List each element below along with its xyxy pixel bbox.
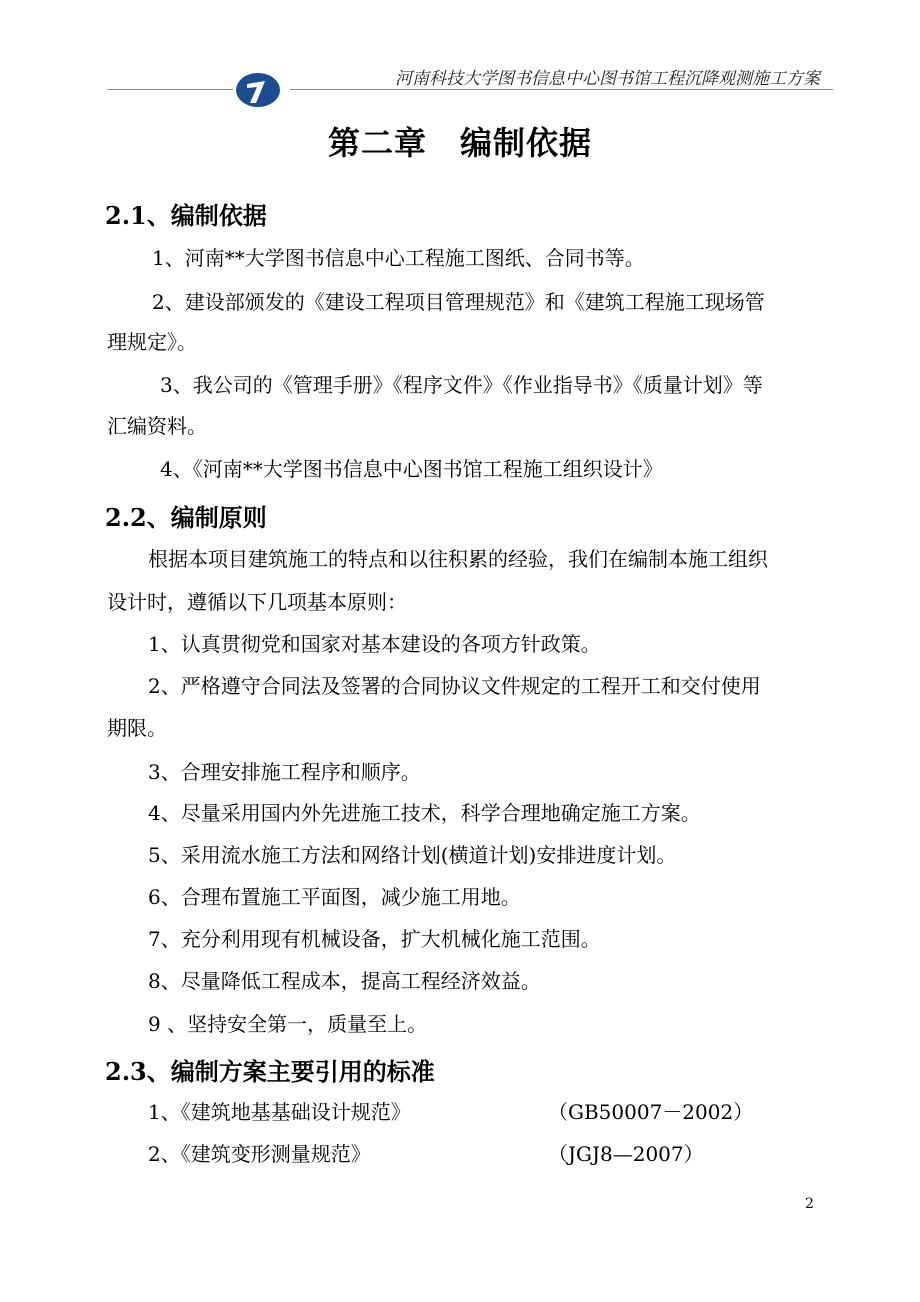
paragraph: 4、尽量采用国内外先进施工技术，科学合理地确定施工方案。 [148, 801, 701, 825]
paragraph: 汇编资料。 [107, 414, 207, 438]
reference-code: （GB50007－2002） [548, 1100, 754, 1124]
chapter-title: 第二章 编制依据 [327, 124, 592, 162]
section-heading-2-1: 2.1、编制依据 [105, 201, 267, 230]
paragraph: 8、尽量降低工程成本，提高工程经济效益。 [148, 969, 541, 993]
page-number: 2 [805, 1196, 814, 1212]
paragraph: 1、认真贯彻党和国家对基本建设的各项方针政策。 [148, 632, 601, 656]
paragraph: 5、采用流水施工方法和网络计划(横道计划)安排进度计划。 [148, 843, 677, 867]
reference-code: （JGJ8—2007） [548, 1142, 704, 1166]
company-logo-icon [235, 72, 281, 108]
paragraph: 2、建设部颁发的《建设工程项目管理规范》和《建筑工程施工现场管 [152, 290, 765, 314]
paragraph: 6、合理布置施工平面图，减少施工用地。 [148, 885, 521, 909]
paragraph: 理规定》。 [107, 330, 197, 354]
paragraph: 根据本项目建筑施工的特点和以往积累的经验，我们在编制本施工组织 [148, 547, 768, 571]
section-heading-2-3: 2.3、编制方案主要引用的标准 [105, 1057, 435, 1086]
reference-name: 1、《建筑地基基础设计规范》 [148, 1100, 411, 1124]
header-title: 河南科技大学图书信息中心图书馆工程沉降观测施工方案 [395, 69, 820, 89]
header-rule-left [107, 89, 233, 90]
paragraph: 设计时，遵循以下几项基本原则： [107, 590, 407, 614]
reference-name: 2、《建筑变形测量规范》 [148, 1142, 371, 1166]
paragraph: 期限。 [107, 716, 167, 740]
paragraph: 1、河南**大学图书信息中心工程施工图纸、合同书等。 [152, 246, 645, 270]
paragraph: 3、我公司的《管理手册》《程序文件》《作业指导书》《质量计划》等 [160, 373, 763, 397]
paragraph: 9 、坚持安全第一，质量至上。 [148, 1012, 428, 1036]
header-rule-right [290, 89, 833, 90]
paragraph: 7、充分利用现有机械设备，扩大机械化施工范围。 [148, 927, 601, 951]
paragraph: 4、《河南**大学图书信息中心图书馆工程施工组织设计》 [160, 457, 663, 481]
section-heading-2-2: 2.2、编制原则 [105, 503, 267, 532]
paragraph: 2、严格遵守合同法及签署的合同协议文件规定的工程开工和交付使用 [148, 674, 761, 698]
paragraph: 3、合理安排施工程序和顺序。 [148, 760, 421, 784]
